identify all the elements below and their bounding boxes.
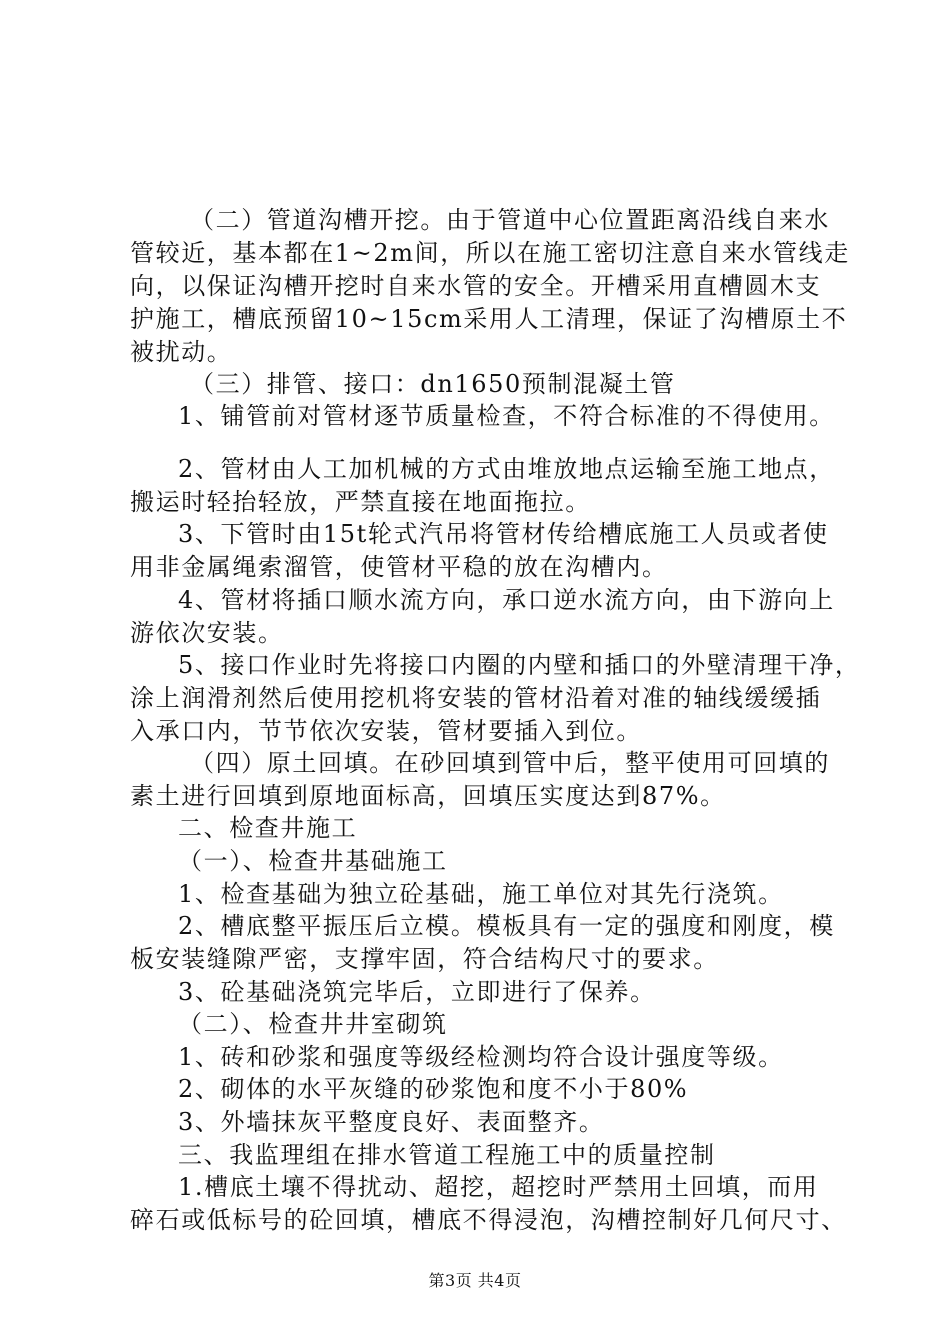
text-line: 被扰动。 xyxy=(130,338,233,366)
text-line: 2、槽底整平振压后立模。模板具有一定的强度和刚度，模 xyxy=(178,912,835,940)
text-line: 入承口内，节节依次安装，管材要插入到位。 xyxy=(130,717,642,745)
text-line: 素土进行回填到原地面标高，回填压实度达到87%。 xyxy=(130,782,726,810)
text-line: 护施工，槽底预留10~15cm采用人工清理，保证了沟槽原土不 xyxy=(130,305,848,333)
text-line: 1、砖和砂浆和强度等级经检测均符合设计强度等级。 xyxy=(178,1043,784,1071)
text-line: 3、外墙抹灰平整度良好、表面整齐。 xyxy=(178,1108,605,1136)
text-line: 2、管材由人工加机械的方式由堆放地点运输至施工地点， xyxy=(178,455,835,483)
text-line: 2、砌体的水平灰缝的砂浆饱和度不小于80% xyxy=(178,1075,689,1103)
text-line: 管较近，基本都在1~2m间，所以在施工密切注意自来水管线走 xyxy=(130,239,850,267)
section-heading: 二、检查井施工 xyxy=(178,814,358,842)
text-line: （三）排管、接口：dn1650预制混凝土管 xyxy=(190,370,676,398)
subsection-heading: （二）、检查井井室砌筑 xyxy=(178,1010,448,1038)
text-line: 1、检查基础为独立砼基础，施工单位对其先行浇筑。 xyxy=(178,880,784,908)
text-line: 板安装缝隙严密，支撑牢固，符合结构尺寸的要求。 xyxy=(130,945,719,973)
section-heading: 三、我监理组在排水管道工程施工中的质量控制 xyxy=(178,1141,716,1169)
text-line: 碎石或低标号的砼回填，槽底不得浸泡，沟槽控制好几何尺寸、 xyxy=(130,1206,847,1234)
text-line: 涂上润滑剂然后使用挖机将安装的管材沿着对准的轴线缓缓插 xyxy=(130,684,822,712)
text-line: 5、接口作业时先将接口内圈的内壁和插口的外壁清理干净， xyxy=(178,651,861,679)
text-line: 游依次安装。 xyxy=(130,619,284,647)
text-line: 向，以保证沟槽开挖时自来水管的安全。开槽采用直槽圆木支 xyxy=(130,272,822,300)
text-line: （二）管道沟槽开挖。由于管道中心位置距离沿线自来水 xyxy=(190,206,830,234)
text-line: 用非金属绳索溜管，使管材平稳的放在沟槽内。 xyxy=(130,553,668,581)
text-line: 1.槽底土壤不得扰动、超挖，超挖时严禁用土回填，而用 xyxy=(178,1173,819,1201)
page-footer: 第3页 共4页 xyxy=(428,1271,522,1290)
text-line: 4、管材将插口顺水流方向，承口逆水流方向，由下游向上 xyxy=(178,586,835,614)
text-line: 1、铺管前对管材逐节质量检查，不符合标准的不得使用。 xyxy=(178,402,835,430)
subsection-heading: （一）、检查井基础施工 xyxy=(178,847,448,875)
text-line: （四）原土回填。在砂回填到管中后，整平使用可回填的 xyxy=(190,749,830,777)
text-line: 3、下管时由15t轮式汽吊将管材传给槽底施工人员或者使 xyxy=(178,520,829,548)
text-line: 搬运时轻抬轻放，严禁直接在地面拖拉。 xyxy=(130,488,591,516)
text-line: 3、砼基础浇筑完毕后，立即进行了保养。 xyxy=(178,978,656,1006)
